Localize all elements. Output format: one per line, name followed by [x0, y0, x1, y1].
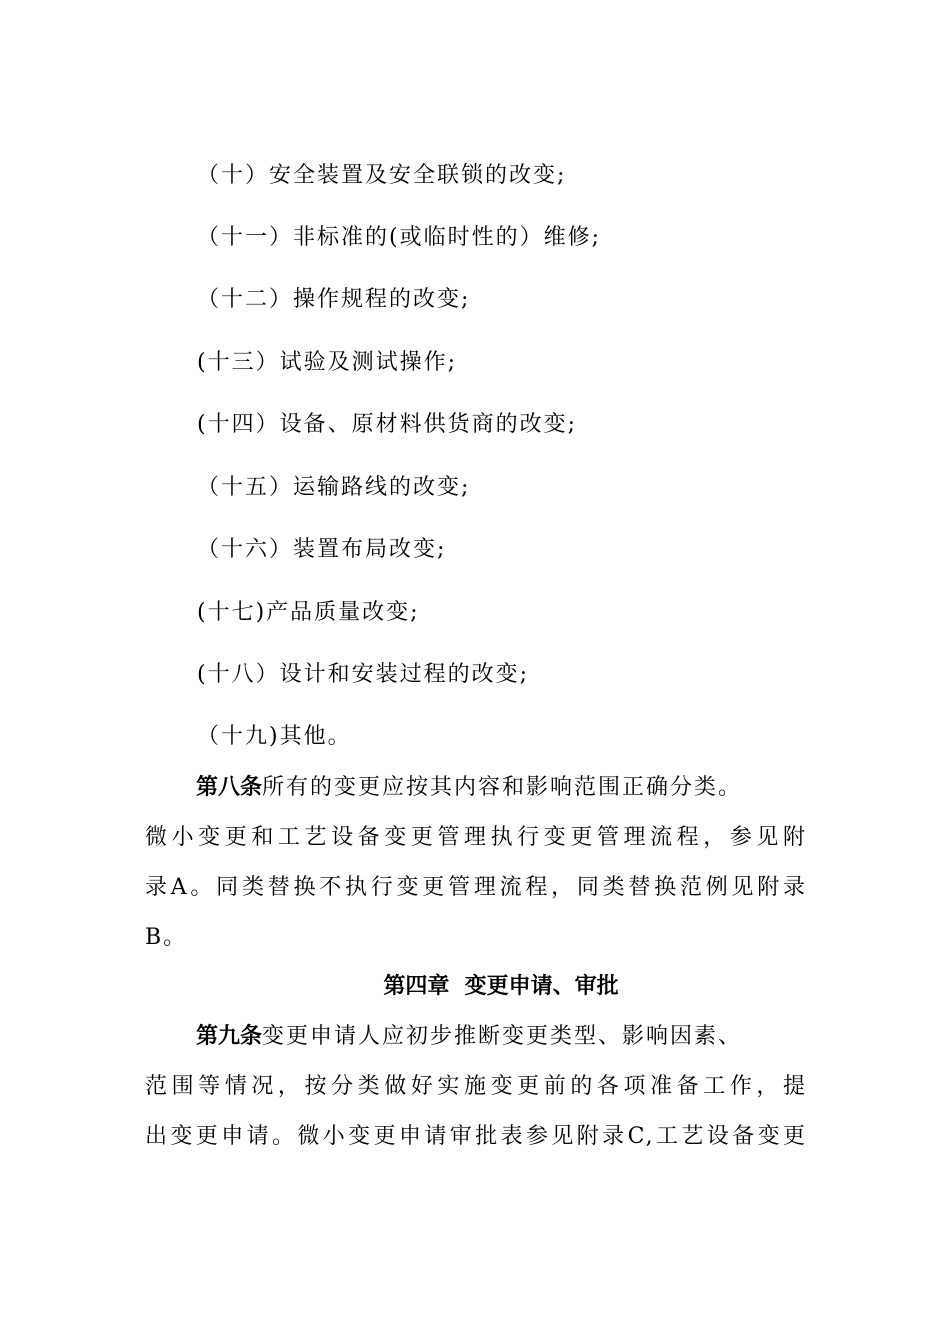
list-item-11: （十一）非标准的(或临时性的）维修;: [197, 225, 601, 250]
list-item-14: (十四）设备、原材料供货商的改变;: [197, 412, 577, 437]
list-item-17: (十七)产品质量改变;: [197, 600, 420, 625]
list-item-16: （十六）装置布局改变;: [197, 537, 447, 562]
article-8-line-4: B。: [145, 925, 188, 950]
chapter-4-title: 第四章 变更申请、审批: [383, 974, 619, 999]
article-9-text-1: 变更申请人应初步推断变更类型、影响因素、: [262, 1024, 743, 1049]
article-9-line-1: [196, 1022, 807, 1052]
article-9-line-3: 出变更申请。微小变更申请审批表参见附录C,工艺设备变更: [145, 1124, 807, 1149]
list-item-19: （十九)其他。: [197, 724, 352, 749]
article-8-line-2: 微小变更和工艺设备变更管理执行变更管理流程，参见附: [145, 825, 807, 850]
article-8-label: 第八条: [196, 775, 263, 800]
article-8-text-1: 所有的变更应按其内容和影响范围正确分类。: [262, 775, 743, 800]
list-item-13: (十三）试验及测试操作;: [197, 350, 457, 375]
list-item-10: （十）安全装置及安全联锁的改变;: [197, 163, 567, 188]
article-9-label: 第九条: [196, 1024, 263, 1049]
article-8-line-3: 录A。同类替换不执行变更管理流程，同类替换范例见附录: [145, 875, 807, 900]
article-8-line-1: [196, 773, 807, 803]
article-9-line-2: 范围等情况，按分类做好实施变更前的各项准备工作，提: [145, 1074, 807, 1099]
list-item-18: (十八）设计和安装过程的改变;: [197, 662, 529, 687]
list-item-15: （十五）运输路线的改变;: [197, 475, 471, 500]
list-item-12: （十二）操作规程的改变;: [197, 287, 471, 312]
